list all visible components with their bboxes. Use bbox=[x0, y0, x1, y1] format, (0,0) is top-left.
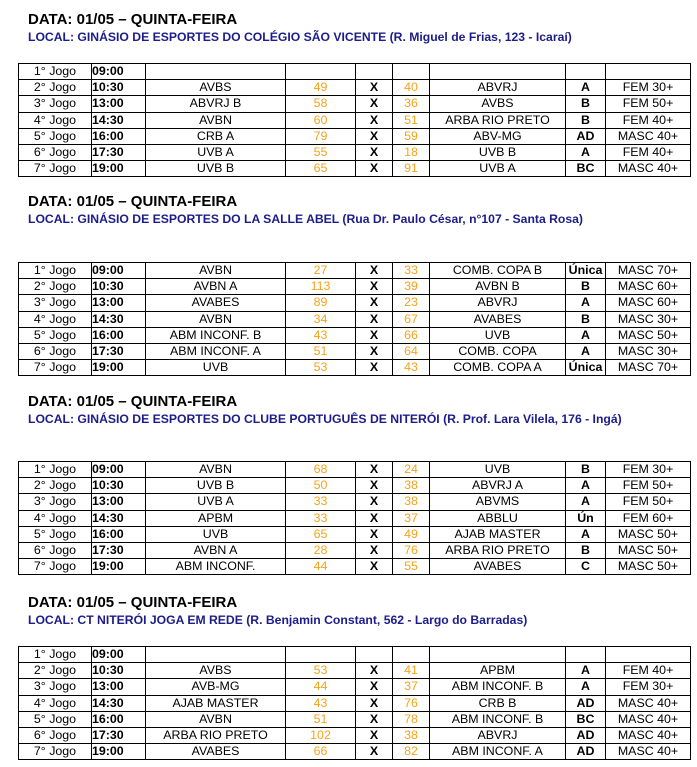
table-row bbox=[19, 295, 691, 311]
game-time-cell: 13:00 bbox=[92, 679, 146, 695]
home-score-cell: 53 bbox=[286, 360, 356, 376]
section-location: LOCAL: CT NITERÓI JOGA EM REDE (R. Benjamin Constant, 562 - Largo do Barradas) bbox=[28, 613, 528, 627]
versus-mark-cell: X bbox=[356, 559, 393, 575]
game-number-cell: 7° Jogo bbox=[19, 161, 92, 177]
group-cell: B bbox=[566, 311, 606, 327]
away-team-cell: ABVRJ bbox=[430, 80, 566, 96]
table-row bbox=[19, 144, 691, 160]
game-number-cell: 1° Jogo bbox=[19, 64, 92, 80]
away-score-cell: 82 bbox=[393, 744, 430, 760]
category-cell bbox=[606, 64, 691, 80]
game-number-cell: 1° Jogo bbox=[19, 263, 92, 279]
game-time-cell: 19:00 bbox=[92, 161, 146, 177]
category-cell: MASC 40+ bbox=[606, 744, 691, 760]
away-score-cell: 18 bbox=[393, 144, 430, 160]
away-team-cell: ABVRJ A bbox=[430, 478, 566, 494]
section-location: LOCAL: GINÁSIO DE ESPORTES DO COLÉGIO SÃO VICENTE (R. Miguel de Frias, 123 - Icaraí) bbox=[28, 30, 572, 44]
away-team-cell: AVBN B bbox=[430, 279, 566, 295]
versus-mark-cell: X bbox=[356, 360, 393, 376]
section-date: DATA: 01/05 – QUINTA-FEIRA bbox=[28, 594, 238, 611]
home-team-cell: AVBS bbox=[146, 663, 286, 679]
away-team-cell: UVB B bbox=[430, 144, 566, 160]
versus-mark-cell bbox=[356, 64, 393, 80]
game-number-cell: 3° Jogo bbox=[19, 679, 92, 695]
group-cell: A bbox=[566, 144, 606, 160]
game-time-cell: 13:00 bbox=[92, 295, 146, 311]
group-cell: AD bbox=[566, 695, 606, 711]
away-team-cell bbox=[430, 64, 566, 80]
game-time-cell: 10:30 bbox=[92, 279, 146, 295]
away-score-cell: 24 bbox=[393, 462, 430, 478]
table-row bbox=[19, 80, 691, 96]
table-row bbox=[19, 542, 691, 558]
home-team-cell: AVBS bbox=[146, 80, 286, 96]
home-team-cell bbox=[146, 647, 286, 663]
section-date: DATA: 01/05 – QUINTA-FEIRA bbox=[28, 393, 238, 410]
category-cell bbox=[606, 647, 691, 663]
home-score-cell: 27 bbox=[286, 263, 356, 279]
home-team-cell: AVBN bbox=[146, 462, 286, 478]
home-team-cell bbox=[146, 64, 286, 80]
category-cell: FEM 50+ bbox=[606, 96, 691, 112]
table-row bbox=[19, 727, 691, 743]
home-score-cell: 51 bbox=[286, 343, 356, 359]
home-team-cell: AVABES bbox=[146, 744, 286, 760]
group-cell: A bbox=[566, 478, 606, 494]
away-score-cell: 67 bbox=[393, 311, 430, 327]
games-table bbox=[18, 646, 691, 760]
away-team-cell: APBM bbox=[430, 663, 566, 679]
game-number-cell: 6° Jogo bbox=[19, 542, 92, 558]
group-cell: C bbox=[566, 559, 606, 575]
table-row bbox=[19, 343, 691, 359]
category-cell: MASC 50+ bbox=[606, 559, 691, 575]
away-score-cell bbox=[393, 647, 430, 663]
table-row bbox=[19, 263, 691, 279]
away-team-cell: AVABES bbox=[430, 311, 566, 327]
versus-mark-cell: X bbox=[356, 311, 393, 327]
table-row bbox=[19, 559, 691, 575]
away-score-cell: 37 bbox=[393, 679, 430, 695]
table-row bbox=[19, 647, 691, 663]
category-cell: MASC 40+ bbox=[606, 128, 691, 144]
home-score-cell: 102 bbox=[286, 727, 356, 743]
home-score-cell: 79 bbox=[286, 128, 356, 144]
away-team-cell: COMB. COPA B bbox=[430, 263, 566, 279]
versus-mark-cell: X bbox=[356, 144, 393, 160]
table-row bbox=[19, 695, 691, 711]
game-time-cell: 17:30 bbox=[92, 542, 146, 558]
category-cell: FEM 50+ bbox=[606, 494, 691, 510]
versus-mark-cell: X bbox=[356, 295, 393, 311]
versus-mark-cell: X bbox=[356, 161, 393, 177]
category-cell: MASC 40+ bbox=[606, 727, 691, 743]
group-cell: Única bbox=[566, 263, 606, 279]
category-cell: MASC 40+ bbox=[606, 711, 691, 727]
game-number-cell: 4° Jogo bbox=[19, 112, 92, 128]
versus-mark-cell: X bbox=[356, 494, 393, 510]
away-score-cell: 64 bbox=[393, 343, 430, 359]
game-number-cell: 6° Jogo bbox=[19, 727, 92, 743]
away-team-cell: AVBS bbox=[430, 96, 566, 112]
home-team-cell: UVB A bbox=[146, 494, 286, 510]
versus-mark-cell: X bbox=[356, 112, 393, 128]
home-score-cell: 60 bbox=[286, 112, 356, 128]
home-team-cell: ABVRJ B bbox=[146, 96, 286, 112]
home-score-cell bbox=[286, 64, 356, 80]
game-time-cell: 14:30 bbox=[92, 112, 146, 128]
game-time-cell: 09:00 bbox=[92, 263, 146, 279]
home-team-cell: AVB-MG bbox=[146, 679, 286, 695]
game-time-cell: 14:30 bbox=[92, 695, 146, 711]
away-score-cell bbox=[393, 64, 430, 80]
game-time-cell: 19:00 bbox=[92, 360, 146, 376]
home-score-cell: 33 bbox=[286, 510, 356, 526]
away-score-cell: 43 bbox=[393, 360, 430, 376]
versus-mark-cell: X bbox=[356, 744, 393, 760]
away-team-cell: COMB. COPA A bbox=[430, 360, 566, 376]
away-score-cell: 40 bbox=[393, 80, 430, 96]
category-cell: MASC 50+ bbox=[606, 526, 691, 542]
away-team-cell: ABM INCONF. B bbox=[430, 711, 566, 727]
category-cell: MASC 70+ bbox=[606, 360, 691, 376]
away-team-cell: UVB bbox=[430, 327, 566, 343]
away-score-cell: 49 bbox=[393, 526, 430, 542]
away-team-cell: ABM INCONF. B bbox=[430, 679, 566, 695]
game-time-cell: 19:00 bbox=[92, 559, 146, 575]
group-cell: A bbox=[566, 679, 606, 695]
game-time-cell: 19:00 bbox=[92, 744, 146, 760]
home-score-cell: 44 bbox=[286, 559, 356, 575]
category-cell: MASC 70+ bbox=[606, 263, 691, 279]
table-row bbox=[19, 744, 691, 760]
category-cell: FEM 30+ bbox=[606, 80, 691, 96]
home-team-cell: ABM INCONF. B bbox=[146, 327, 286, 343]
group-cell: BC bbox=[566, 161, 606, 177]
group-cell: B bbox=[566, 279, 606, 295]
home-score-cell: 68 bbox=[286, 462, 356, 478]
home-team-cell: UVB bbox=[146, 526, 286, 542]
versus-mark-cell: X bbox=[356, 478, 393, 494]
versus-mark-cell: X bbox=[356, 711, 393, 727]
away-team-cell: ABVRJ bbox=[430, 295, 566, 311]
game-number-cell: 5° Jogo bbox=[19, 327, 92, 343]
category-cell: FEM 30+ bbox=[606, 679, 691, 695]
away-score-cell: 76 bbox=[393, 542, 430, 558]
away-score-cell: 36 bbox=[393, 96, 430, 112]
game-time-cell: 17:30 bbox=[92, 727, 146, 743]
game-time-cell: 09:00 bbox=[92, 647, 146, 663]
game-number-cell: 4° Jogo bbox=[19, 311, 92, 327]
category-cell: FEM 30+ bbox=[606, 462, 691, 478]
game-time-cell: 16:00 bbox=[92, 128, 146, 144]
home-score-cell: 51 bbox=[286, 711, 356, 727]
home-team-cell: AVBN A bbox=[146, 279, 286, 295]
home-team-cell: UVB B bbox=[146, 478, 286, 494]
away-team-cell: ARBA RIO PRETO bbox=[430, 542, 566, 558]
versus-mark-cell: X bbox=[356, 663, 393, 679]
game-time-cell: 13:00 bbox=[92, 494, 146, 510]
group-cell: A bbox=[566, 343, 606, 359]
versus-mark-cell: X bbox=[356, 542, 393, 558]
away-score-cell: 41 bbox=[393, 663, 430, 679]
table-row bbox=[19, 462, 691, 478]
category-cell: MASC 50+ bbox=[606, 542, 691, 558]
home-score-cell: 53 bbox=[286, 663, 356, 679]
game-time-cell: 16:00 bbox=[92, 526, 146, 542]
game-number-cell: 6° Jogo bbox=[19, 144, 92, 160]
home-score-cell: 65 bbox=[286, 526, 356, 542]
home-team-cell: AVBN bbox=[146, 311, 286, 327]
away-score-cell: 66 bbox=[393, 327, 430, 343]
game-number-cell: 1° Jogo bbox=[19, 647, 92, 663]
category-cell: MASC 30+ bbox=[606, 311, 691, 327]
game-number-cell: 4° Jogo bbox=[19, 510, 92, 526]
section-date: DATA: 01/05 – QUINTA-FEIRA bbox=[28, 193, 238, 210]
home-team-cell: AVBN bbox=[146, 263, 286, 279]
home-team-cell: AVBN A bbox=[146, 542, 286, 558]
game-number-cell: 2° Jogo bbox=[19, 478, 92, 494]
game-number-cell: 5° Jogo bbox=[19, 526, 92, 542]
home-team-cell: ARBA RIO PRETO bbox=[146, 727, 286, 743]
away-team-cell: COMB. COPA bbox=[430, 343, 566, 359]
group-cell bbox=[566, 647, 606, 663]
group-cell: B bbox=[566, 462, 606, 478]
versus-mark-cell bbox=[356, 647, 393, 663]
category-cell: FEM 40+ bbox=[606, 112, 691, 128]
game-number-cell: 7° Jogo bbox=[19, 744, 92, 760]
versus-mark-cell: X bbox=[356, 128, 393, 144]
group-cell: A bbox=[566, 295, 606, 311]
table-row bbox=[19, 360, 691, 376]
versus-mark-cell: X bbox=[356, 96, 393, 112]
table-row bbox=[19, 96, 691, 112]
game-number-cell: 6° Jogo bbox=[19, 343, 92, 359]
game-time-cell: 17:30 bbox=[92, 144, 146, 160]
away-score-cell: 51 bbox=[393, 112, 430, 128]
group-cell bbox=[566, 64, 606, 80]
versus-mark-cell: X bbox=[356, 510, 393, 526]
category-cell: FEM 60+ bbox=[606, 510, 691, 526]
away-score-cell: 76 bbox=[393, 695, 430, 711]
category-cell: FEM 40+ bbox=[606, 144, 691, 160]
game-number-cell: 7° Jogo bbox=[19, 559, 92, 575]
group-cell: A bbox=[566, 663, 606, 679]
game-number-cell: 2° Jogo bbox=[19, 80, 92, 96]
versus-mark-cell: X bbox=[356, 695, 393, 711]
table-row bbox=[19, 478, 691, 494]
away-score-cell: 37 bbox=[393, 510, 430, 526]
away-score-cell: 38 bbox=[393, 478, 430, 494]
game-number-cell: 4° Jogo bbox=[19, 695, 92, 711]
game-time-cell: 17:30 bbox=[92, 343, 146, 359]
away-score-cell: 59 bbox=[393, 128, 430, 144]
category-cell: MASC 30+ bbox=[606, 343, 691, 359]
category-cell: MASC 40+ bbox=[606, 695, 691, 711]
table-row bbox=[19, 510, 691, 526]
section-date: DATA: 01/05 – QUINTA-FEIRA bbox=[28, 11, 238, 28]
game-number-cell: 1° Jogo bbox=[19, 462, 92, 478]
group-cell: B bbox=[566, 542, 606, 558]
group-cell: A bbox=[566, 526, 606, 542]
table-row bbox=[19, 128, 691, 144]
home-team-cell: AJAB MASTER bbox=[146, 695, 286, 711]
versus-mark-cell: X bbox=[356, 279, 393, 295]
home-team-cell: UVB B bbox=[146, 161, 286, 177]
away-score-cell: 38 bbox=[393, 494, 430, 510]
table-row bbox=[19, 711, 691, 727]
home-team-cell: AVBN bbox=[146, 711, 286, 727]
games-table bbox=[18, 461, 691, 575]
table-row bbox=[19, 494, 691, 510]
versus-mark-cell: X bbox=[356, 327, 393, 343]
game-number-cell: 3° Jogo bbox=[19, 494, 92, 510]
game-number-cell: 2° Jogo bbox=[19, 279, 92, 295]
away-team-cell: AJAB MASTER bbox=[430, 526, 566, 542]
table-row bbox=[19, 526, 691, 542]
away-score-cell: 38 bbox=[393, 727, 430, 743]
table-row bbox=[19, 64, 691, 80]
group-cell: Ún bbox=[566, 510, 606, 526]
game-number-cell: 7° Jogo bbox=[19, 360, 92, 376]
group-cell: A bbox=[566, 327, 606, 343]
category-cell: MASC 60+ bbox=[606, 279, 691, 295]
game-time-cell: 10:30 bbox=[92, 478, 146, 494]
category-cell: FEM 40+ bbox=[606, 663, 691, 679]
table-row bbox=[19, 663, 691, 679]
section-location: LOCAL: GINÁSIO DE ESPORTES DO LA SALLE ABEL (Rua Dr. Paulo César, n°107 - Santa Rosa) bbox=[28, 212, 583, 226]
away-team-cell: ABBLU bbox=[430, 510, 566, 526]
category-cell: MASC 40+ bbox=[606, 161, 691, 177]
away-score-cell: 55 bbox=[393, 559, 430, 575]
home-score-cell bbox=[286, 647, 356, 663]
game-number-cell: 5° Jogo bbox=[19, 711, 92, 727]
away-team-cell: ABVMS bbox=[430, 494, 566, 510]
versus-mark-cell: X bbox=[356, 263, 393, 279]
versus-mark-cell: X bbox=[356, 80, 393, 96]
home-team-cell: AVABES bbox=[146, 295, 286, 311]
away-score-cell: 33 bbox=[393, 263, 430, 279]
home-team-cell: ABM INCONF. bbox=[146, 559, 286, 575]
home-score-cell: 43 bbox=[286, 695, 356, 711]
table-row bbox=[19, 279, 691, 295]
home-score-cell: 44 bbox=[286, 679, 356, 695]
home-team-cell: APBM bbox=[146, 510, 286, 526]
home-score-cell: 49 bbox=[286, 80, 356, 96]
away-score-cell: 78 bbox=[393, 711, 430, 727]
category-cell: FEM 50+ bbox=[606, 478, 691, 494]
game-time-cell: 10:30 bbox=[92, 80, 146, 96]
section-location: LOCAL: GINÁSIO DE ESPORTES DO CLUBE PORTUGUÊS DE NITERÓI (R. Prof. Lara Vilela, 176 - Ingá) bbox=[28, 412, 622, 426]
game-number-cell: 2° Jogo bbox=[19, 663, 92, 679]
game-time-cell: 14:30 bbox=[92, 311, 146, 327]
category-cell: MASC 50+ bbox=[606, 327, 691, 343]
versus-mark-cell: X bbox=[356, 679, 393, 695]
home-score-cell: 50 bbox=[286, 478, 356, 494]
games-table bbox=[18, 262, 691, 376]
group-cell: AD bbox=[566, 727, 606, 743]
game-time-cell: 14:30 bbox=[92, 510, 146, 526]
away-team-cell bbox=[430, 647, 566, 663]
group-cell: A bbox=[566, 80, 606, 96]
table-row bbox=[19, 161, 691, 177]
home-team-cell: UVB bbox=[146, 360, 286, 376]
home-score-cell: 33 bbox=[286, 494, 356, 510]
game-number-cell: 3° Jogo bbox=[19, 295, 92, 311]
group-cell: B bbox=[566, 112, 606, 128]
versus-mark-cell: X bbox=[356, 343, 393, 359]
game-time-cell: 09:00 bbox=[92, 462, 146, 478]
table-row bbox=[19, 679, 691, 695]
home-team-cell: ABM INCONF. A bbox=[146, 343, 286, 359]
group-cell: Única bbox=[566, 360, 606, 376]
away-score-cell: 39 bbox=[393, 279, 430, 295]
table-row bbox=[19, 311, 691, 327]
home-score-cell: 65 bbox=[286, 161, 356, 177]
game-time-cell: 16:00 bbox=[92, 711, 146, 727]
game-number-cell: 3° Jogo bbox=[19, 96, 92, 112]
group-cell: BC bbox=[566, 711, 606, 727]
home-score-cell: 34 bbox=[286, 311, 356, 327]
away-team-cell: CRB B bbox=[430, 695, 566, 711]
home-score-cell: 66 bbox=[286, 744, 356, 760]
group-cell: AD bbox=[566, 744, 606, 760]
home-score-cell: 28 bbox=[286, 542, 356, 558]
versus-mark-cell: X bbox=[356, 462, 393, 478]
away-team-cell: ABM INCONF. A bbox=[430, 744, 566, 760]
away-team-cell: ABV-MG bbox=[430, 128, 566, 144]
home-score-cell: 113 bbox=[286, 279, 356, 295]
game-number-cell: 5° Jogo bbox=[19, 128, 92, 144]
home-team-cell: AVBN bbox=[146, 112, 286, 128]
away-score-cell: 91 bbox=[393, 161, 430, 177]
away-score-cell: 23 bbox=[393, 295, 430, 311]
home-team-cell: UVB A bbox=[146, 144, 286, 160]
away-team-cell: ARBA RIO PRETO bbox=[430, 112, 566, 128]
group-cell: AD bbox=[566, 128, 606, 144]
game-time-cell: 13:00 bbox=[92, 96, 146, 112]
table-row bbox=[19, 112, 691, 128]
versus-mark-cell: X bbox=[356, 526, 393, 542]
game-time-cell: 16:00 bbox=[92, 327, 146, 343]
game-time-cell: 09:00 bbox=[92, 64, 146, 80]
group-cell: B bbox=[566, 96, 606, 112]
away-team-cell: UVB A bbox=[430, 161, 566, 177]
table-row bbox=[19, 327, 691, 343]
away-team-cell: UVB bbox=[430, 462, 566, 478]
home-score-cell: 43 bbox=[286, 327, 356, 343]
home-score-cell: 55 bbox=[286, 144, 356, 160]
home-score-cell: 89 bbox=[286, 295, 356, 311]
games-table bbox=[18, 63, 691, 177]
home-team-cell: CRB A bbox=[146, 128, 286, 144]
home-score-cell: 58 bbox=[286, 96, 356, 112]
away-team-cell: ABVRJ bbox=[430, 727, 566, 743]
versus-mark-cell: X bbox=[356, 727, 393, 743]
category-cell: MASC 60+ bbox=[606, 295, 691, 311]
game-time-cell: 10:30 bbox=[92, 663, 146, 679]
group-cell: A bbox=[566, 494, 606, 510]
away-team-cell: AVABES bbox=[430, 559, 566, 575]
